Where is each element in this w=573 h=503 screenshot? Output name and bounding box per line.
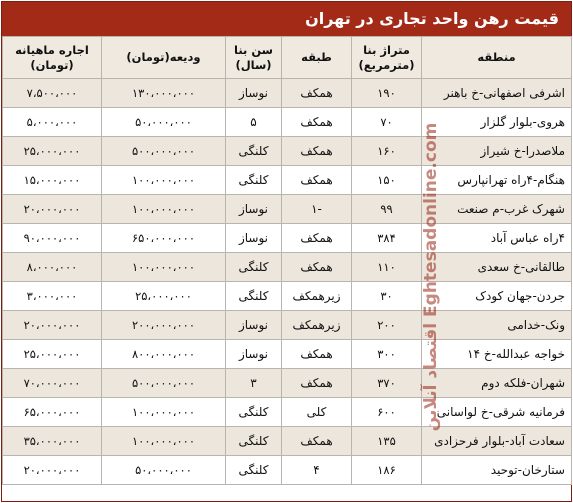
cell-floor: زیرهمکف (282, 282, 352, 311)
table-row (3, 456, 572, 485)
cell-deposit: ۵۰،۰۰۰،۰۰۰ (102, 456, 226, 485)
cell-floor: همکف (282, 137, 352, 166)
cell-floor: همکف (282, 427, 352, 456)
header-region: منطقه (422, 37, 572, 79)
cell-floor: همکف (282, 369, 352, 398)
table-row (3, 427, 572, 456)
cell-age: نوساز (226, 340, 282, 369)
table-row (3, 79, 572, 108)
cell-region: خواجه عبدالله-خ ۱۴ (422, 340, 572, 369)
table-row (3, 340, 572, 369)
cell-rent: ۳۵،۰۰۰،۰۰۰ (3, 427, 102, 456)
table-row (3, 398, 572, 427)
cell-deposit: ۵۰،۰۰۰،۰۰۰ (102, 108, 226, 137)
table-row (3, 166, 572, 195)
watermark-text: اقتصاد آنلاین Eghtesadonline.com (421, 122, 441, 432)
table-body (3, 79, 572, 485)
cell-rent: ۵،۰۰۰،۰۰۰ (3, 108, 102, 137)
cell-floor: -۱ (282, 195, 352, 224)
cell-region: سعادت آباد-بلوار فرحزادی (422, 427, 572, 456)
cell-age: کلنگی (226, 137, 282, 166)
table-row (3, 253, 572, 282)
cell-area: ۳۷۰ (352, 369, 422, 398)
cell-area: ۱۳۵ (352, 427, 422, 456)
cell-area: ۲۰۰ (352, 311, 422, 340)
header-age: سن بنا (سال) (226, 37, 282, 79)
cell-floor: زیرهمکف (282, 311, 352, 340)
header-floor: طبقه (282, 37, 352, 79)
table-row (3, 108, 572, 137)
cell-floor: همکف (282, 253, 352, 282)
cell-area: ۱۵۰ (352, 166, 422, 195)
cell-rent: ۳،۰۰۰،۰۰۰ (3, 282, 102, 311)
table-row (3, 195, 572, 224)
cell-region: ونک-خدامی (422, 311, 572, 340)
cell-age: ۳ (226, 369, 282, 398)
cell-floor: همکف (282, 108, 352, 137)
cell-floor: همکف (282, 340, 352, 369)
cell-area: ۳۰۰ (352, 340, 422, 369)
cell-area: ۳۰ (352, 282, 422, 311)
cell-area: ۷۰ (352, 108, 422, 137)
cell-region: ۴راه عباس آباد (422, 224, 572, 253)
cell-region: طالقانی-خ سعدی (422, 253, 572, 282)
cell-deposit: ۱۰۰،۰۰۰،۰۰۰ (102, 253, 226, 282)
cell-region: ملاصدرا-خ شیراز (422, 137, 572, 166)
cell-deposit: ۱۰۰،۰۰۰،۰۰۰ (102, 427, 226, 456)
cell-age: کلنگی (226, 427, 282, 456)
cell-area: ۱۸۶ (352, 456, 422, 485)
cell-region: ستارخان-توحید (422, 456, 572, 485)
cell-age: کلنگی (226, 456, 282, 485)
cell-floor: ۴ (282, 456, 352, 485)
header-area: متراژ بنا (مترمربع) (352, 37, 422, 79)
cell-age: کلنگی (226, 282, 282, 311)
cell-floor: همکف (282, 224, 352, 253)
cell-floor: کلی (282, 398, 352, 427)
cell-deposit: ۲۰۰،۰۰۰،۰۰۰ (102, 311, 226, 340)
cell-area: ۳۸۴ (352, 224, 422, 253)
header-deposit: ودیعه(تومان) (102, 37, 226, 79)
cell-deposit: ۱۳۰،۰۰۰،۰۰۰ (102, 79, 226, 108)
cell-deposit: ۱۰۰،۰۰۰،۰۰۰ (102, 398, 226, 427)
price-table (2, 36, 572, 485)
cell-area: ۱۱۰ (352, 253, 422, 282)
cell-region: شهران-فلکه دوم (422, 369, 572, 398)
table-header-row (3, 37, 572, 79)
cell-age: نوساز (226, 79, 282, 108)
table-row (3, 224, 572, 253)
cell-age: کلنگی (226, 253, 282, 282)
cell-region: هروی-بلوار گلزار (422, 108, 572, 137)
cell-rent: ۲۰،۰۰۰،۰۰۰ (3, 195, 102, 224)
page-title: قیمت رهن واحد تجاری در تهران (2, 2, 571, 36)
cell-floor: همکف (282, 79, 352, 108)
cell-age: کلنگی (226, 166, 282, 195)
cell-region: جردن-جهان کودک (422, 282, 572, 311)
cell-deposit: ۵۰۰،۰۰۰،۰۰۰ (102, 369, 226, 398)
cell-deposit: ۲۵،۰۰۰،۰۰۰ (102, 282, 226, 311)
cell-rent: ۶۵،۰۰۰،۰۰۰ (3, 398, 102, 427)
cell-age: کلنگی (226, 398, 282, 427)
table-row (3, 137, 572, 166)
cell-rent: ۱۵،۰۰۰،۰۰۰ (3, 166, 102, 195)
cell-floor: همکف (282, 166, 352, 195)
cell-age: نوساز (226, 195, 282, 224)
cell-deposit: ۶۵۰،۰۰۰،۰۰۰ (102, 224, 226, 253)
table-row (3, 311, 572, 340)
cell-area: ۱۶۰ (352, 137, 422, 166)
cell-deposit: ۱۰۰،۰۰۰،۰۰۰ (102, 166, 226, 195)
cell-rent: ۲۰،۰۰۰،۰۰۰ (3, 311, 102, 340)
cell-age: نوساز (226, 224, 282, 253)
cell-rent: ۹۰،۰۰۰،۰۰۰ (3, 224, 102, 253)
cell-rent: ۲۰،۰۰۰،۰۰۰ (3, 456, 102, 485)
cell-region: فرمانیه شرقی-خ لواسانی (422, 398, 572, 427)
cell-area: ۹۹ (352, 195, 422, 224)
table-row (3, 369, 572, 398)
cell-region: شهرک غرب-م صنعت (422, 195, 572, 224)
cell-deposit: ۱۰۰،۰۰۰،۰۰۰ (102, 195, 226, 224)
table-row (3, 282, 572, 311)
cell-region: هنگام-۴راه تهرانپارس (422, 166, 572, 195)
header-rent: اجاره ماهیانه (تومان) (3, 37, 102, 79)
cell-rent: ۲۵،۰۰۰،۰۰۰ (3, 340, 102, 369)
cell-rent: ۷۰،۰۰۰،۰۰۰ (3, 369, 102, 398)
cell-rent: ۲۵،۰۰۰،۰۰۰ (3, 137, 102, 166)
price-table-frame (1, 1, 572, 502)
cell-region: اشرفی اصفهانی-خ باهنر (422, 79, 572, 108)
cell-deposit: ۵۰۰،۰۰۰،۰۰۰ (102, 137, 226, 166)
cell-age: نوساز (226, 311, 282, 340)
cell-rent: ۷،۵۰۰،۰۰۰ (3, 79, 102, 108)
cell-area: ۶۰۰ (352, 398, 422, 427)
cell-deposit: ۸۰۰،۰۰۰،۰۰۰ (102, 340, 226, 369)
cell-rent: ۸،۰۰۰،۰۰۰ (3, 253, 102, 282)
cell-age: ۵ (226, 108, 282, 137)
cell-area: ۱۹۰ (352, 79, 422, 108)
